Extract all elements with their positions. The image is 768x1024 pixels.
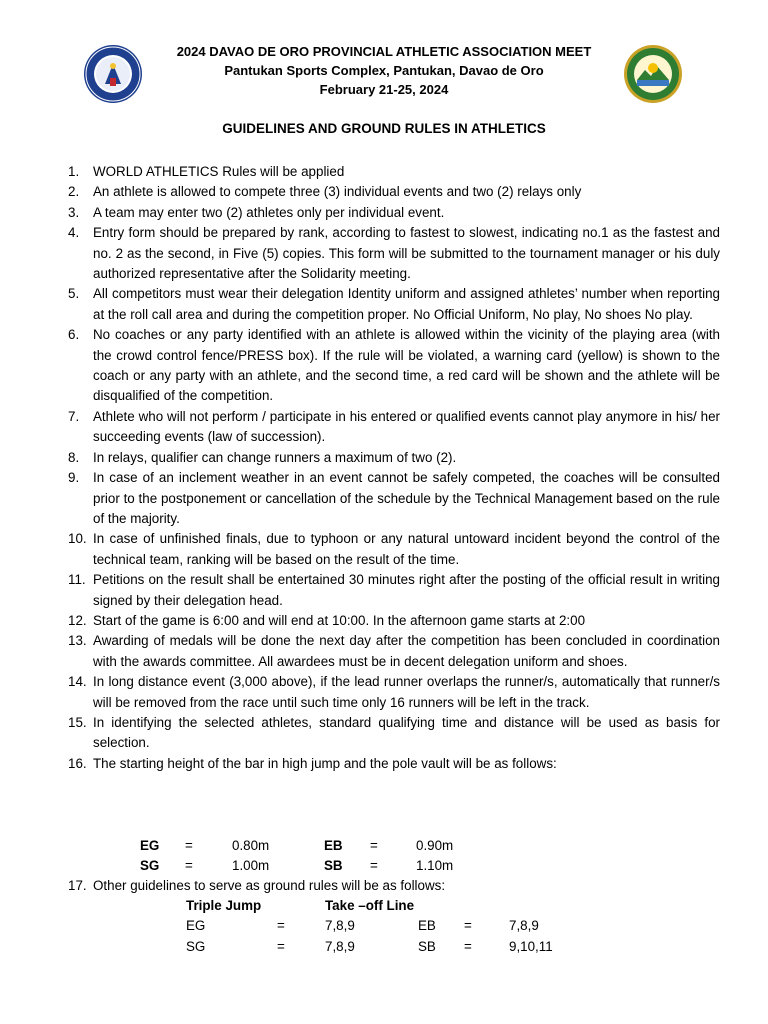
rules-list (68, 162, 720, 774)
rule-number: 16. (68, 755, 87, 771)
category-label: EB (324, 838, 343, 853)
rule-item (68, 631, 720, 672)
event-heading: Triple Jump (186, 898, 262, 913)
rule-item (68, 223, 720, 284)
rule-text: WORLD ATHLETICS Rules will be applied (93, 164, 345, 179)
height-value: 1.00m (232, 858, 270, 874)
high-jump-bar-heights (140, 836, 453, 877)
rule-item (68, 713, 720, 754)
rule-text: Entry form should be prepared by rank, according to fastest to slowest, indicating no.1 as the fastest and no. 2 as the second, in Five (5) copies. This form will be submitted to the tournament manager or his duly authorized representative after the Solidarity meeting. (93, 225, 720, 282)
rule-number: 2. (68, 184, 80, 200)
category-label: EG (140, 838, 160, 853)
rule-item (68, 876, 720, 896)
rule-text: In relays, qualifier can change runners a maximum of two (2). (93, 449, 457, 465)
category-label: SB (418, 938, 436, 954)
document-title: GUIDELINES AND GROUND RULES IN ATHLETICS (222, 121, 546, 136)
triple-jump-row (186, 916, 569, 936)
rule-text: All competitors must wear their delegation Identity uniform and assigned athletes’ number when reporting at the roll call area and during the competition proper. No Official Uniform, No play, No shoes No play. (93, 286, 720, 322)
rule-text: Other guidelines to serve as ground rules will be as follows: (93, 878, 446, 893)
rule-text: In long distance event (3,000 above), if the lead runner overlaps the runner/s, automatically that runner/s will be removed from the race until such time only 16 runners will be left in the track. (93, 674, 720, 710)
height-value: 1.10m (416, 858, 454, 874)
rule-number: 3. (68, 204, 80, 220)
document-header (0, 42, 768, 99)
rule-item (68, 754, 720, 774)
category-label: SB (324, 858, 343, 874)
category-label: EB (418, 918, 436, 934)
takeoff-value: 7,8,9 (325, 938, 355, 954)
rule-text: A team may enter two (2) athletes only per individual event. (93, 204, 445, 220)
rule-item (68, 203, 720, 223)
rule-number: 5. (68, 286, 80, 302)
rule-number: 9. (68, 470, 80, 486)
rule-number: 17. (68, 878, 87, 893)
rule-text: The starting height of the bar in high jump and the pole vault will be as follows: (93, 755, 557, 771)
rule-text: Athlete who will not perform / participate in his entered or qualified events cannot play anymore in his/ her succeeding events (law of succession). (93, 408, 720, 445)
rule-number: 15. (68, 714, 87, 730)
triple-jump-row (186, 937, 569, 957)
header-dates: February 21-25, 2024 (319, 82, 449, 97)
rule-item (68, 468, 720, 529)
rule-text: Petitions on the result shall be entertained 30 minutes right after the posting of the official result in writing signed by their delegation head. (93, 572, 720, 608)
rule-number: 4. (68, 225, 80, 241)
rule-item (68, 162, 720, 182)
rule-number: 1. (68, 164, 80, 179)
rule-text: In case of an inclement weather in an event cannot be safely competed, the coaches will be consulted prior to the postponement or cancellation of the schedule by the Technical Management based on the rule of the majority. (93, 470, 720, 526)
rule-item (68, 284, 720, 325)
takeoff-line-heading: Take –off Line (325, 898, 415, 913)
rule-item (68, 407, 720, 448)
rule-text: In case of unfinished finals, due to typhoon or any natural untoward incident beyond the control of the technical team, ranking will be based on the result of the time. (93, 531, 720, 567)
rule-number: 10. (68, 531, 87, 547)
header-event-name: 2024 DAVAO DE ORO PROVINCIAL ATHLETIC ASSOCIATION MEET (176, 44, 592, 59)
equals-sign: = (277, 938, 285, 954)
category-label: SG (140, 858, 160, 874)
rule-item (68, 182, 720, 202)
equals-sign: = (185, 858, 193, 874)
rule-number: 8. (68, 449, 80, 465)
rule-text: Awarding of medals will be done the next day after the competition has been concluded in coordination with the awards committee. All awardees must be in decent delegation uniform and shoes. (93, 633, 720, 669)
triple-jump-table (186, 896, 569, 957)
equals-sign: = (464, 938, 472, 954)
rule-text: No coaches or any party identified with an athlete is allowed within the vicinity of the playing area (with the crowd control fence/PRESS box). If the rule will be violated, a warning card (yellow) is shown to the coach or any party with an athlete, and the second time, a red card will be shown and the athlete will be disqualified of the competition. (93, 327, 720, 404)
rule-number: 13. (68, 633, 87, 649)
height-value: 0.90m (416, 838, 454, 853)
rule-item (68, 529, 720, 570)
rule-item (68, 570, 720, 611)
category-label: EG (186, 918, 206, 934)
rule-text: In identifying the selected athletes, standard qualifying time and distance will be used as basis for selection. (93, 714, 720, 751)
equals-sign: = (464, 918, 472, 934)
high-jump-row (140, 836, 453, 856)
equals-sign: = (370, 858, 378, 874)
rule-item (68, 672, 720, 713)
takeoff-value: 9,10,11 (509, 938, 553, 954)
rules-list-continued (68, 876, 720, 896)
equals-sign: = (277, 918, 285, 934)
rule-number: 6. (68, 327, 80, 343)
category-label: SG (186, 938, 206, 954)
rule-number: 11. (68, 572, 86, 588)
triple-jump-header-row (186, 896, 569, 916)
takeoff-value: 7,8,9 (325, 918, 355, 934)
equals-sign: = (185, 838, 193, 853)
equals-sign: = (370, 838, 378, 853)
rule-item (68, 611, 720, 631)
high-jump-row (140, 856, 453, 876)
rule-text: An athlete is allowed to compete three (3) individual events and two (2) relays only (93, 184, 582, 200)
rule-item (68, 325, 720, 407)
rule-number: 12. (68, 612, 87, 628)
rule-number: 7. (68, 408, 80, 424)
rule-text: Start of the game is 6:00 and will end at 10:00. In the afternoon game starts at 2:00 (93, 612, 586, 628)
rule-item (68, 448, 720, 468)
takeoff-value: 7,8,9 (509, 918, 539, 934)
rule-number: 14. (68, 674, 87, 690)
height-value: 0.80m (232, 838, 270, 853)
header-venue: Pantukan Sports Complex, Pantukan, Davao de Oro (224, 63, 544, 78)
